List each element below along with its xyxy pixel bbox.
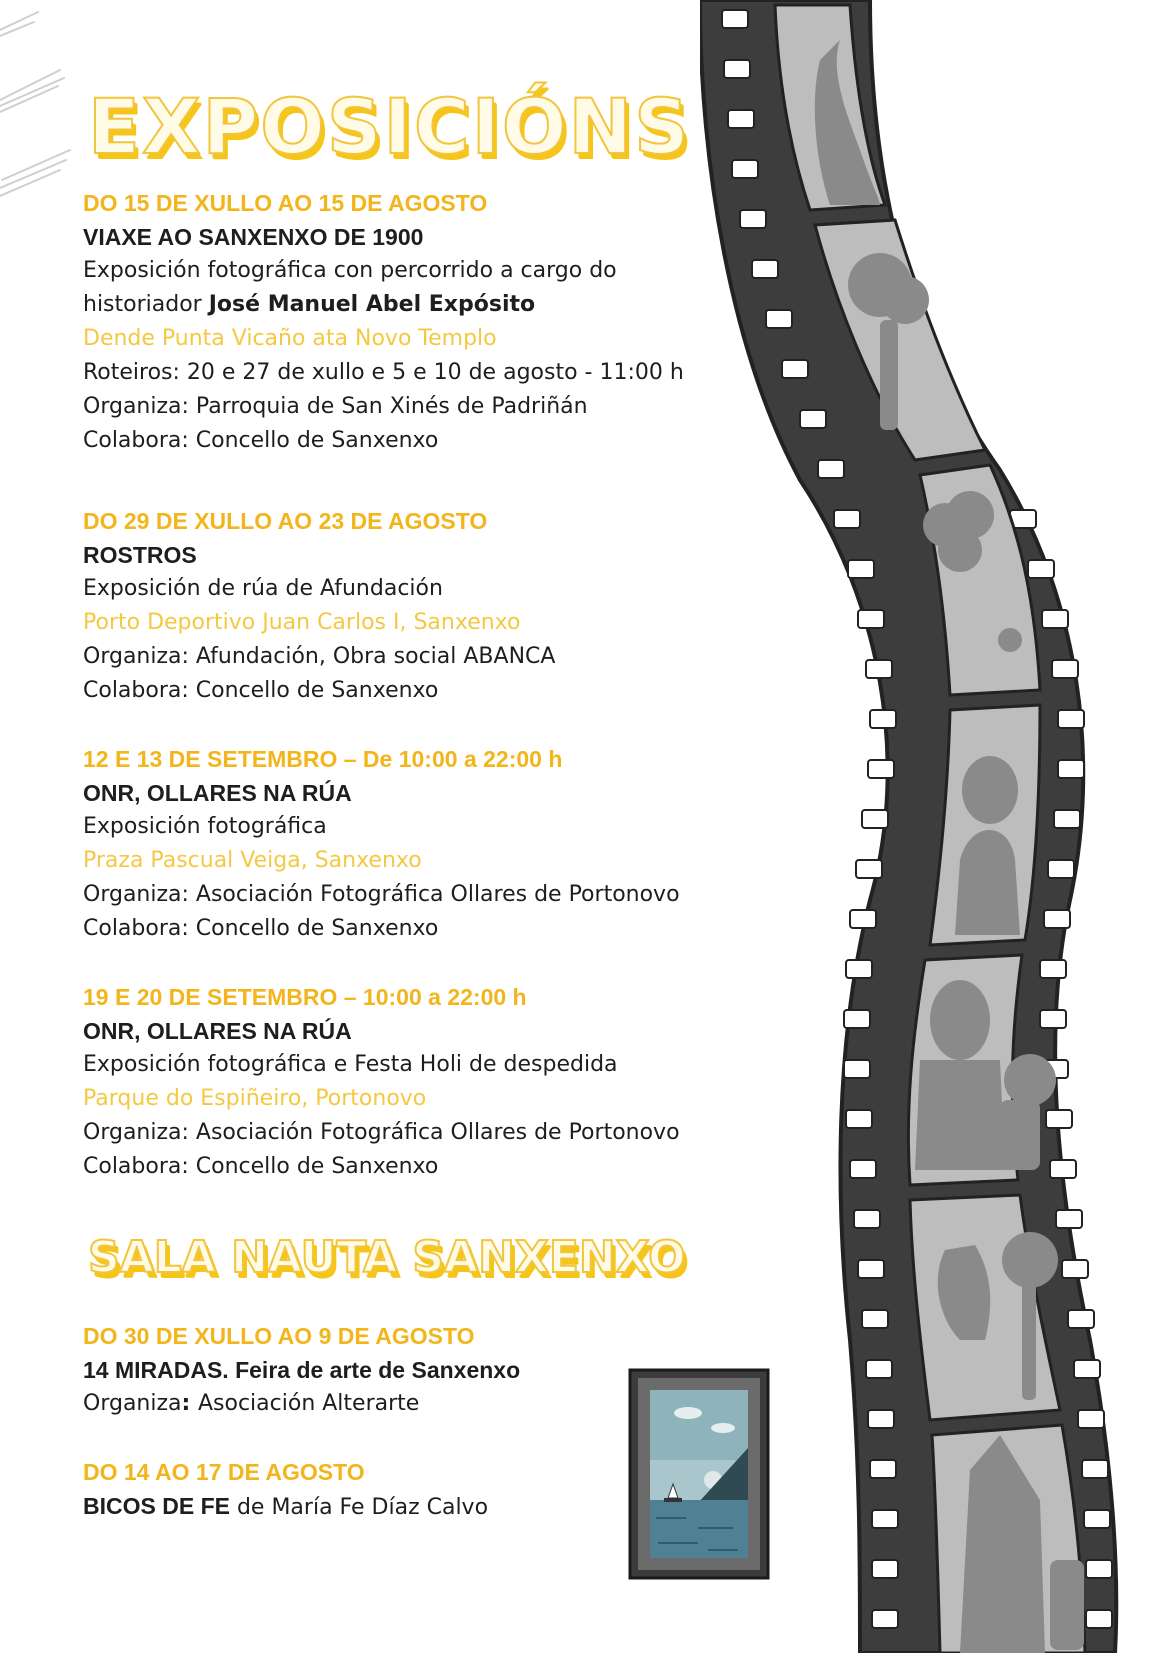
exposicions-heading: EXPOSICIÓNS [88,82,691,171]
pencil-scribble-decoration [0,0,80,220]
event-title-rest: de María Fe Díaz Calvo [229,1495,489,1520]
event-place: Parque do Espiñeiro, Portonovo [83,1086,427,1111]
event-place: Porto Deportivo Juan Carlos I, Sanxenxo [83,610,521,635]
organiza-label: Organiza [83,1391,182,1416]
event-colabora: Colabora: Concello de Sanxenxo [83,916,439,941]
sala-nauta-heading: SALA NAUTA SANXENXO [88,1232,686,1283]
event-2 [83,504,803,708]
event-colabora: Colabora: Concello de Sanxenxo [83,428,439,453]
event-4 [83,980,803,1184]
organiza-value: Asociación Alterarte [197,1391,420,1416]
event-organiza: Organiza: Parroquia de San Xinés de Padriñán [83,394,588,419]
event-title: ONR, OLLARES NA RÚA [83,1018,352,1044]
historian-prefix: historiador [83,292,209,317]
event-date: DO 29 DE XULLO AO 23 DE AGOSTO [83,508,488,534]
event-organiza: Organiza: Asociación Fotográfica Ollares de Portonovo [83,882,680,907]
event-date: 19 E 20 DE SETEMBRO – 10:00 a 22:00 h [83,984,527,1010]
event-title-bold: BICOS DE FE [83,1493,230,1519]
event-organiza: Organiza: Afundación, Obra social ABANCA [83,644,556,669]
event-routes: Roteiros: 20 e 27 de xullo e 5 e 10 de agosto - 11:00 h [83,360,684,385]
historian-name: José Manuel Abel Expósito [208,292,536,317]
event-1 [83,186,803,458]
event-3 [83,742,803,946]
event-colabora: Colabora: Concello de Sanxenxo [83,678,439,703]
event-description: Exposición fotográfica con percorrido a cargo do [83,258,617,283]
event-description: Exposición de rúa de Afundación [83,576,443,601]
event-date: DO 15 DE XULLO AO 15 DE AGOSTO [83,190,488,216]
event-date: 12 E 13 DE SETEMBRO – De 10:00 a 22:00 h [83,746,563,772]
event-colabora: Colabora: Concello de Sanxenxo [83,1154,439,1179]
event-title: ONR, OLLARES NA RÚA [83,780,352,806]
event-description: Exposición fotográfica [83,814,327,839]
event-title: ROSTROS [83,542,197,568]
event-title: 14 MIRADAS. Feira de arte de Sanxenxo [83,1357,521,1383]
event-organiza: Organiza: Asociación Fotográfica Ollares de Portonovo [83,1120,680,1145]
event-date: DO 30 DE XULLO AO 9 DE AGOSTO [83,1323,475,1349]
film-strip-illustration [700,0,1165,1653]
organiza-sep: : [181,1391,198,1416]
event-title: VIAXE AO SANXENXO DE 1900 [83,224,424,250]
event-date: DO 14 AO 17 DE AGOSTO [83,1459,365,1485]
event-description-cont [83,288,803,322]
event-description: Exposición fotográfica e Festa Holi de despedida [83,1052,618,1077]
event-place: Praza Pascual Veiga, Sanxenxo [83,848,422,873]
event-place: Dende Punta Vicaño ata Novo Templo [83,326,497,351]
